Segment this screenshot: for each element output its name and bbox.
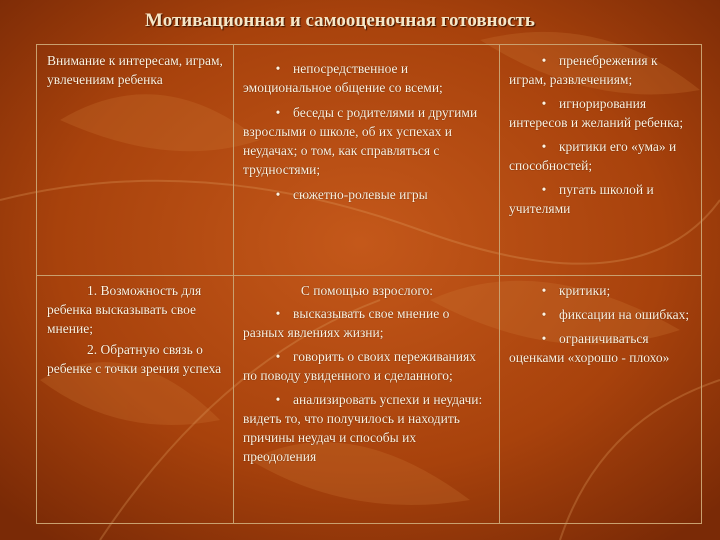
readiness-table [36,44,702,524]
list-item: • критики; [541,283,611,298]
list-item: • пугать школой и учителями [509,182,654,216]
table-cell-r2c1 [37,275,233,523]
table-cell-r2c2 [233,275,499,523]
cell-intro: С помощью взрослого: [300,283,434,298]
list-item: • говорить о своих переживаниях по поводу увиденного и сделанного; [243,349,476,383]
table-cell-r1c1 [37,45,233,275]
table-cell-r1c2 [233,45,499,275]
list-item: 1. Возможность для ребенка высказывать свое мнение; [47,283,202,336]
list-item: • пренебрежения к играм, развлечениям; [509,53,658,87]
list-item: • игнорирования интересов и желаний ребенка; [509,96,684,130]
cell-text: Внимание к интересам, играм, увлечениям ребенка [47,53,223,87]
page-title: Мотивационная и самооценочная готовность [145,10,535,31]
list-item: • анализировать успехи и неудачи: видеть то, что получилось и находить причины неудач и способы их преодоления [243,392,483,464]
list-item: • сюжетно-ролевые игры [275,187,428,202]
table-cell-r1c3 [499,45,701,275]
list-item: • фиксации на ошибках; [541,307,690,322]
table-cell-r2c3 [499,275,701,523]
list-item: • высказывать свое мнение о разных явлениях жизни; [243,306,450,340]
list-item: 2. Обратную связь о ребенке с точки зрения успеха [47,342,222,376]
list-item: • непосредственное и эмоциональное общение со всеми; [243,61,443,95]
list-item: • критики его «ума» и способностей; [509,139,677,173]
list-item: • беседы с родителями и другими взрослыми о школе, об их успехах и неудачах; о том, как справляться с трудностями; [243,105,478,177]
list-item: • ограничиваться оценками «хорошо - плохо» [509,331,670,365]
